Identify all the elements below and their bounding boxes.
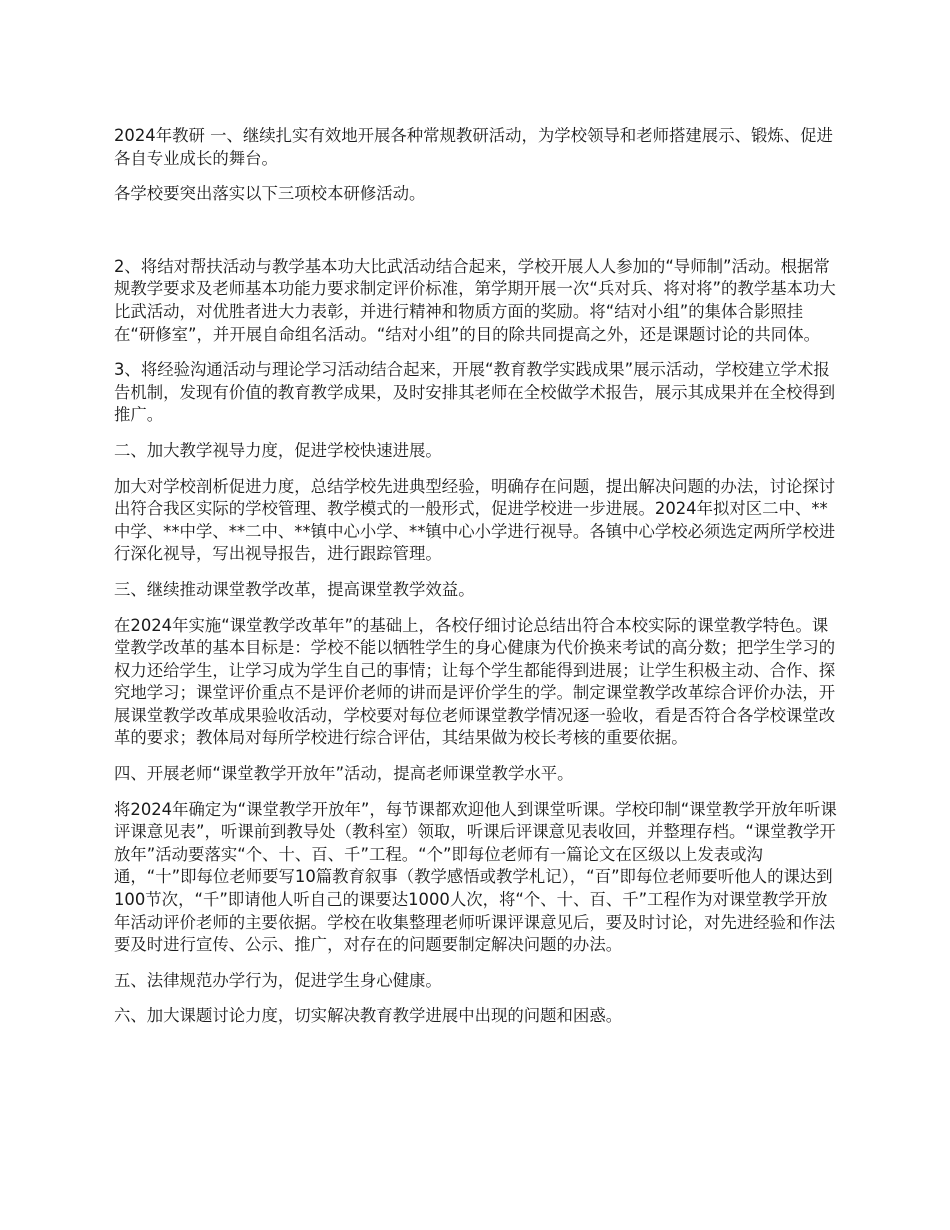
paragraph-section-2-body: 加大对学校剖析促进力度，总结学校先进典型经验，明确存在问题，提出解决问题的办法，讨论探讨出符合我区实际的学校管理、教学模式的一般形式，促进学校进一步进展。2024年拟对区二中、**中学、**中学、**二中、**镇中心小学、**镇中心小学进行视导。各镇中心学校必须选定两所学校进行深化视导，写出视导报告，进行跟踪管理。 [114,476,836,564]
paragraph-three-activities: 各学校要突出落实以下三项校本研修活动。 [114,184,426,204]
section-heading-6: 六、加大课题讨论力度，切实解决教育教学进展中出现的问题和困惑。 [114,1006,623,1026]
paragraph-item-2: 2、将结对帮扶活动与教学基本功大比武活动结合起来，学校开展人人参加的“导师制”活动。根据常规教学要求及老师基本功能力要求制定评价标准，第学期开展一次“兵对兵、将对将”的教学基本功大比武活动，对优胜者进大力表彰，并进行精神和物质方面的奖励。将“结对小组”的集体合影照挂在“研修室”，并开展自命组名活动。“结对小组”的目的除共同提高之外，还是课题讨论的共同体。 [114,256,836,344]
paragraph-section-3-body: 在2024年实施“课堂教学改革年”的基础上，各校仔细讨论总结出符合本校实际的课堂教学特色。课堂教学改革的基本目标是：学校不能以牺牲学生的身心健康为代价换来考试的高分数；把学生学习的权力还给学生，让学习成为学生自己的事情；让每个学生都能得到进展；让学生积极主动、合作、探究地学习；课堂评价重点不是评价老师的讲而是评价学生的学。制定课堂教学改革综合评价办法，开展课堂教学改革成果验收活动，学校要对每位老师课堂教学情况逐一验收，看是否符合各学校课堂改革的要求；教体局对每所学校进行综合评估，其结果做为校长考核的重要依据。 [114,615,836,748]
paragraph-item-3: 3、将经验沟通活动与理论学习活动结合起来，开展“教育教学实践成果”展示活动，学校建立学术报告机制，发现有价值的教育教学成果，及时安排其老师在全校做学术报告，展示其成果并在全校得到推广。 [114,360,836,425]
blank-gap [114,219,841,256]
section-heading-3: 三、继续推动课堂教学改革，提高课堂教学效益。 [114,579,475,599]
document-body [114,125,841,1041]
section-heading-2: 二、加大教学视导力度，促进学校快速进展。 [114,440,442,460]
section-heading-4: 四、开展老师“课堂教学开放年”活动，提高老师课堂教学水平。 [114,764,574,784]
paragraph-intro: 2024年教研 一、继续扎实有效地开展各种常规教研活动，为学校领导和老师搭建展示、锻炼、促进各自专业成长的舞台。 [114,126,833,168]
paragraph-section-4-body: 将2024年确定为“课堂教学开放年”，每节课都欢迎他人到课堂听课。学校印制“课堂教学开放年听课评课意见表”，听课前到教导处（教科室）领取，听课后评课意见表收回，并整理存档。“课堂教学开放年”活动要落实“个、十、百、千”工程。“个”即每位老师有一篇论文在区级以上发表或沟通，“十”即每位老师要写10篇教育叙事（教学感悟或教学札记），“百”即每位老师要听他人的课达到100节次，“千”即请他人听自己的课要达1000人次，将“个、十、百、千”工程作为对课堂教学开放年活动评价老师的主要依据。学校在收集整理老师听课评课意见后，要及时讨论，对先进经验和作法要及时进行宣传、公示、推广，对存在的问题要制定解决问题的办法。 [114,799,837,955]
section-heading-5: 五、法律规范办学行为，促进学生身心健康。 [114,970,442,990]
